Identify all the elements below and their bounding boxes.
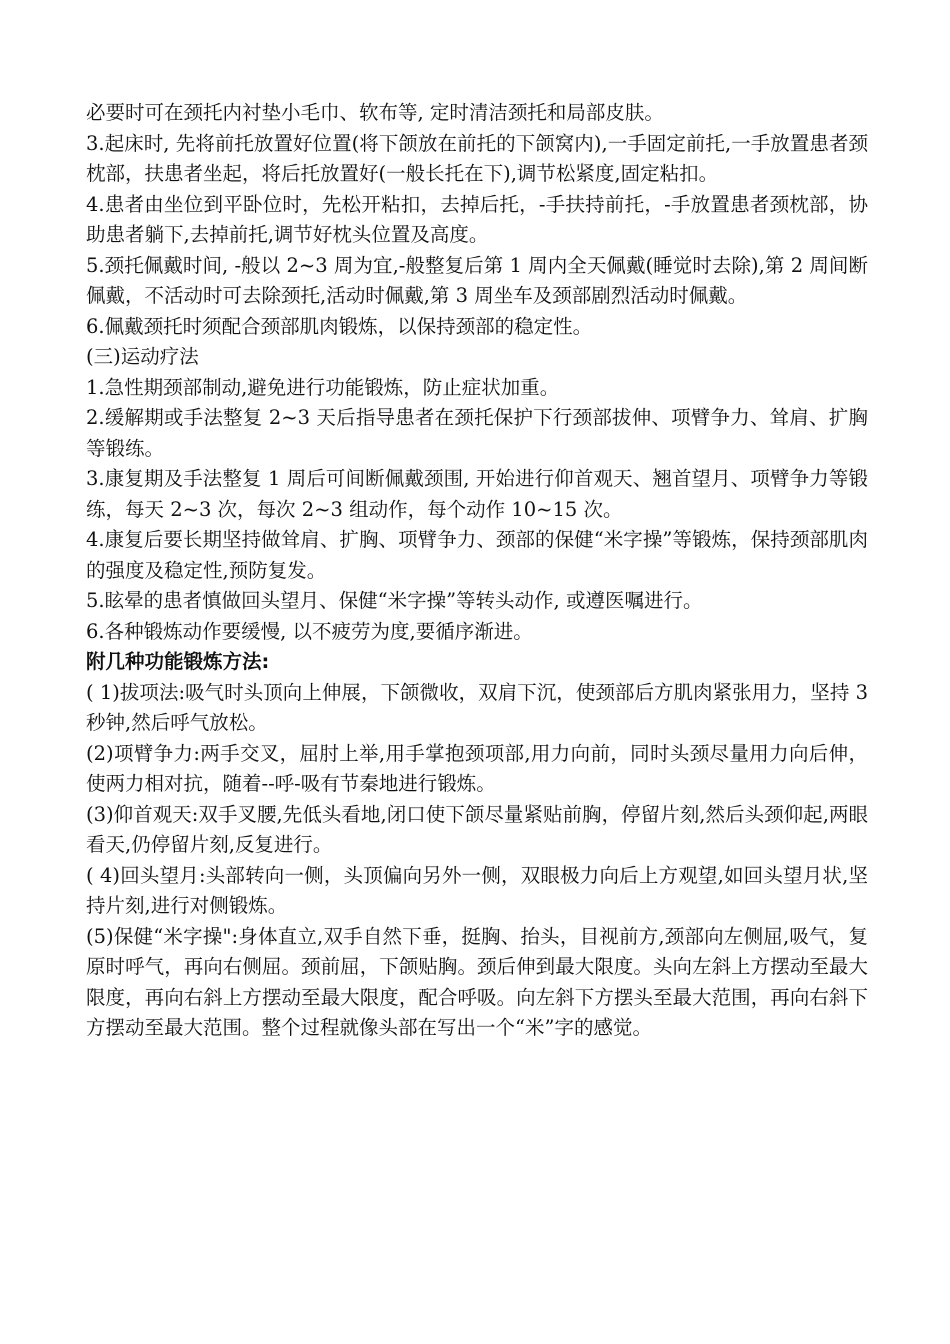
paragraph-acute-phase: 1.急性期颈部制动,避免进行功能锻炼，防止症状加重。: [86, 375, 560, 399]
method-neck-stretch: ( 1)拔项法:吸气时头顶向上伸展，下颌微收，双肩下沉，使颈部后方肌肉紧张用力，坚持 3 秒钟,然后呼气放松。: [86, 680, 868, 734]
paragraph-remission-phase: 2.缓解期或手法整复 2~3 天后指导患者在颈托保护下行颈部拔伸、项臂争力、耸肩、扩胸等锻练。: [86, 406, 868, 460]
paragraph-lying-down: 4.患者由坐位到平卧位时，先松开粘扣，去掉后托，-手扶持前托，-手放置患者颈枕部，协助患者躺下,去掉前托,调节好枕头位置及高度。: [86, 192, 868, 246]
paragraph-collar-cleaning: 必要时可在颈托内衬垫小毛巾、软布等, 定时清洁颈托和局部皮肤。: [86, 101, 664, 124]
section-heading-exercise-therapy: (三)运动疗法: [86, 345, 199, 368]
method-look-back-moon: ( 4)回头望月:头部转向一侧，头顶偏向另外一侧，双眼极力向后上方观望,如回头望月状,坚持片刻,进行对侧锻炼。: [86, 863, 868, 917]
paragraph-long-term: 4.康复后要长期坚持做耸肩、扩胸、项臂争力、颈部的保健“米字操”等锻炼，保持颈部肌肉的强度及稳定性,预防复发。: [86, 528, 868, 582]
paragraph-recovery-phase: 3.康复期及手法整复 1 周后可间断佩戴颈围, 开始进行仰首观天、翘首望月、项臂争力等锻练，每天 2~3 次，每次 2~3 组动作，每个动作 10~15 次。: [86, 467, 868, 521]
method-mi-character-exercise: (5)保健“米字操":身体直立,双手自然下垂，挺胸、抬头，目视前方,颈部向左侧屈,吸气，复原时呼气，再向右侧屈。颈前屈，下颌贴胸。颈后伸到最大限度。头向左斜上方摆动至最大限度，再向右斜上方摆动至最大限度，配合呼吸。向左斜下方摆头至最大范围，再向右斜下方摆动至最大范围。整个过程就像头部在写出一个“米”字的感觉。: [86, 924, 868, 1039]
paragraph-vertigo: 5.眩晕的患者慎做回头望月、保健“米字操”等转头动作, 或遵医嘱进行。: [86, 589, 703, 612]
method-look-up-sky: (3)仰首观天:双手叉腰,先低头看地,闭口使下颌尽量紧贴前胸，停留片刻,然后头颈仰起,两眼看天,仍停留片刻,反复进行。: [86, 802, 868, 856]
paragraph-getting-up: 3.起床时, 先将前托放置好位置(将下颌放在前托的下颌窝内),一手固定前托,一手放置患者颈枕部，扶患者坐起，将后托放置好(一般长托在下),调节松紧度,固定粘扣。: [86, 131, 868, 185]
paragraph-muscle-exercise: 6.佩戴颈托时须配合颈部肌肉锻炼，以保持颈部的稳定性。: [86, 314, 593, 338]
paragraph-wearing-duration: 5.颈托佩戴时间, -般以 2~3 周为宜,-般整复后第 1 周内全天佩戴(睡觉时去除),第 2 周间断佩戴，不活动时可去除颈托,活动时佩戴,第 3 周坐车及颈部剧烈活动时佩戴。: [86, 253, 868, 307]
paragraph-slow-movement: 6.各种锻炼动作要缓慢, 以不疲劳为度,要循序渐进。: [86, 619, 533, 643]
method-neck-arm-resistance: (2)项臂争力:两手交叉，屈肘上举,用手掌抱颈项部,用力向前，同时头颈尽量用力向后伸，使两力相对抗，随着--呼-吸有节秦地进行锻炼。: [86, 741, 868, 795]
document-page: [86, 98, 868, 1044]
heading-exercise-methods: 附几种功能锻炼方法:: [86, 650, 270, 673]
